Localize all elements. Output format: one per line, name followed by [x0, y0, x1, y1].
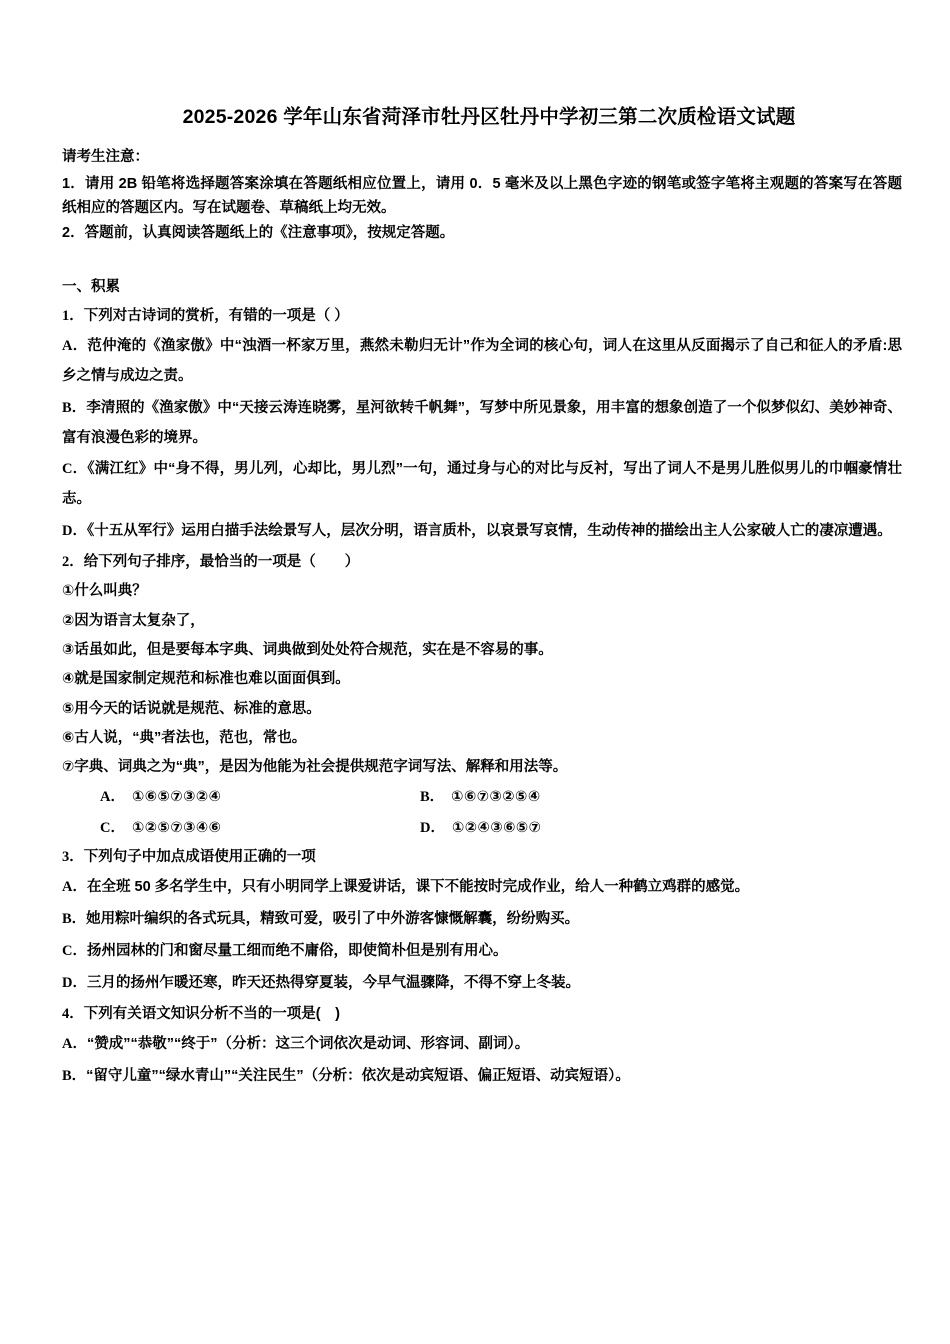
question-4-number: 4． — [62, 1005, 84, 1022]
page-title: 2025-2026 学年山东省菏泽市牡丹区牡丹中学初三第二次质检语文试题 — [182, 106, 796, 128]
option-text: 李清照的《渔家傲》中“天接云涛连晓雾，星河欲转千帆舞”，写梦中所见景象，用丰富的想象创造了一个似梦似幻、美妙神奇、富有浪漫色彩的境界。 — [62, 399, 903, 446]
question-1-option-c[interactable] — [62, 454, 902, 516]
option-label: C． — [62, 461, 88, 478]
option-label: D． — [62, 974, 87, 991]
option-text: 《十五从军行》运用白描手法绘景写人，层次分明，语言质朴，以哀景写哀情，生动传神的描绘出主人公家破人亡的凄凉遭遇。 — [86, 523, 892, 540]
question-2-sequence-item-2: ②因为语言太复杂了， — [62, 612, 205, 629]
question-2-answer-row-2 — [62, 813, 902, 843]
notice-item-1: 1．请用 2B 铅笔将选择题答案涂填在答题纸相应位置上，请用 0．5 毫米及以上黑色字迹的钢笔或签字笔将主观题的答案写在答题纸相应的答题区内。写在试题卷、草稿纸上均无效。 — [62, 175, 902, 217]
question-4-stem — [62, 1000, 902, 1029]
question-1-option-a[interactable] — [62, 331, 902, 393]
option-label: C． — [100, 819, 125, 836]
option-label: B． — [62, 399, 87, 416]
question-2-option-c[interactable] — [100, 813, 420, 843]
option-text: “留守儿童”“绿水青山”“关注民生”（分析：依次是动宾短语、偏正短语、动宾短语）。 — [86, 1068, 630, 1085]
question-1-number: 1． — [62, 307, 84, 324]
question-2-option-d[interactable] — [420, 813, 740, 843]
option-label: B． — [62, 911, 87, 928]
option-text: 《满江红》中“身不得，男儿列，心却比，男儿烈”一句，通过身与心的对比与反衬，写出了词人不是男儿胜似男儿的巾帼豪情壮志。 — [62, 461, 902, 508]
question-3-option-b[interactable] — [62, 904, 902, 936]
question-1-option-d[interactable] — [62, 516, 902, 548]
question-2-number: 2． — [62, 554, 84, 570]
option-text: ①⑥⑦③②⑤④ — [451, 789, 541, 806]
question-2-sequence-item-7: ⑦字典、词典之为“典”，是因为他能为社会提供规范字词写法、解释和用法等。 — [62, 759, 568, 776]
question-2-sequence-item-1: ①什么叫典？ — [62, 583, 147, 600]
option-label: B． — [420, 789, 445, 806]
question-4-option-b[interactable] — [62, 1061, 902, 1093]
option-text: 三月的扬州乍暖还寒，昨天还热得穿夏装，今早气温骤降，不得不穿上冬装。 — [86, 974, 580, 991]
option-text: 范仲淹的《渔家傲》中“浊酒一杯家万里，燕然未勒归无计”作为全词的核心句，词人在这里从反面揭示了自己和征人的矛盾:思乡之情与成边之责。 — [62, 337, 902, 384]
option-text: 在全班 50 多名学生中，只有小明同学上课爱讲话，课下不能按时完成作业，给人一种鹤立鸡群的感觉。 — [86, 879, 750, 896]
option-label: A． — [62, 1036, 87, 1053]
option-text: ①⑥⑤⑦③②④ — [131, 789, 222, 806]
notice-heading: 请考生注意： — [62, 149, 149, 166]
question-3-stem — [62, 843, 902, 872]
spacer — [62, 246, 902, 276]
question-2-option-a[interactable] — [100, 782, 420, 812]
question-4-stem-text: 下列有关语文知识分析不当的一项是( ) — [83, 1005, 340, 1022]
option-label: D． — [62, 523, 87, 540]
option-label: A． — [62, 879, 87, 896]
question-1-option-b[interactable] — [62, 393, 902, 455]
question-2-sequence-item-4: ④就是国家制定规范和标准也难以面面俱到。 — [62, 671, 350, 688]
question-2-sequence-item-5: ⑤用今天的话说就是规范、标准的意思。 — [62, 700, 321, 717]
option-text: “赞成”“恭敬”“终于”（分析：这三个词依次是动词、形容词、副词）。 — [86, 1036, 530, 1053]
option-label: A． — [62, 337, 88, 354]
question-2-option-b[interactable] — [420, 782, 740, 812]
question-2-sequence-item-6: ⑥古人说，“典”者法也，范也，常也。 — [62, 729, 307, 746]
notice-item-2: 2．答题前，认真阅读答题纸上的《注意事项》，按规定答题。 — [62, 225, 455, 242]
question-2-stem — [62, 548, 902, 577]
question-3-stem-text: 下列句子中加点成语使用正确的一项 — [83, 848, 316, 865]
question-4-option-a[interactable] — [62, 1029, 902, 1061]
option-label: A． — [100, 789, 125, 806]
question-3-option-d[interactable] — [62, 968, 902, 1000]
option-text: 她用粽叶编织的各式玩具，精致可爱，吸引了中外游客慷慨解囊，纷纷购买。 — [86, 911, 580, 928]
option-label: D． — [420, 819, 445, 836]
question-2-sequence-item-3: ③话虽如此，但是要每本字典、词典做到处处符合规范，实在是不容易的事。 — [62, 642, 553, 659]
option-text: ①②④③⑥⑤⑦ — [451, 819, 542, 836]
question-3-option-c[interactable] — [62, 936, 902, 968]
option-label: B． — [62, 1068, 87, 1085]
section-heading-1: 一、积累 — [62, 279, 120, 296]
option-text: 扬州园林的门和窗尽量工细而绝不庸俗，即使简朴但是别有用心。 — [86, 942, 508, 959]
question-2-stem-text: 给下列句子排序，最恰当的一项是（ ） — [83, 554, 360, 570]
question-1-stem — [62, 302, 902, 331]
question-3-option-a[interactable] — [62, 872, 902, 904]
question-3-number: 3． — [62, 848, 84, 865]
question-2-answer-row-1 — [62, 782, 902, 812]
question-1-stem-text: 下列对古诗词的赏析，有错的一项是（ ） — [83, 307, 349, 324]
option-text: ①②⑤⑦③④⑥ — [131, 819, 222, 836]
option-label: C． — [62, 942, 87, 959]
